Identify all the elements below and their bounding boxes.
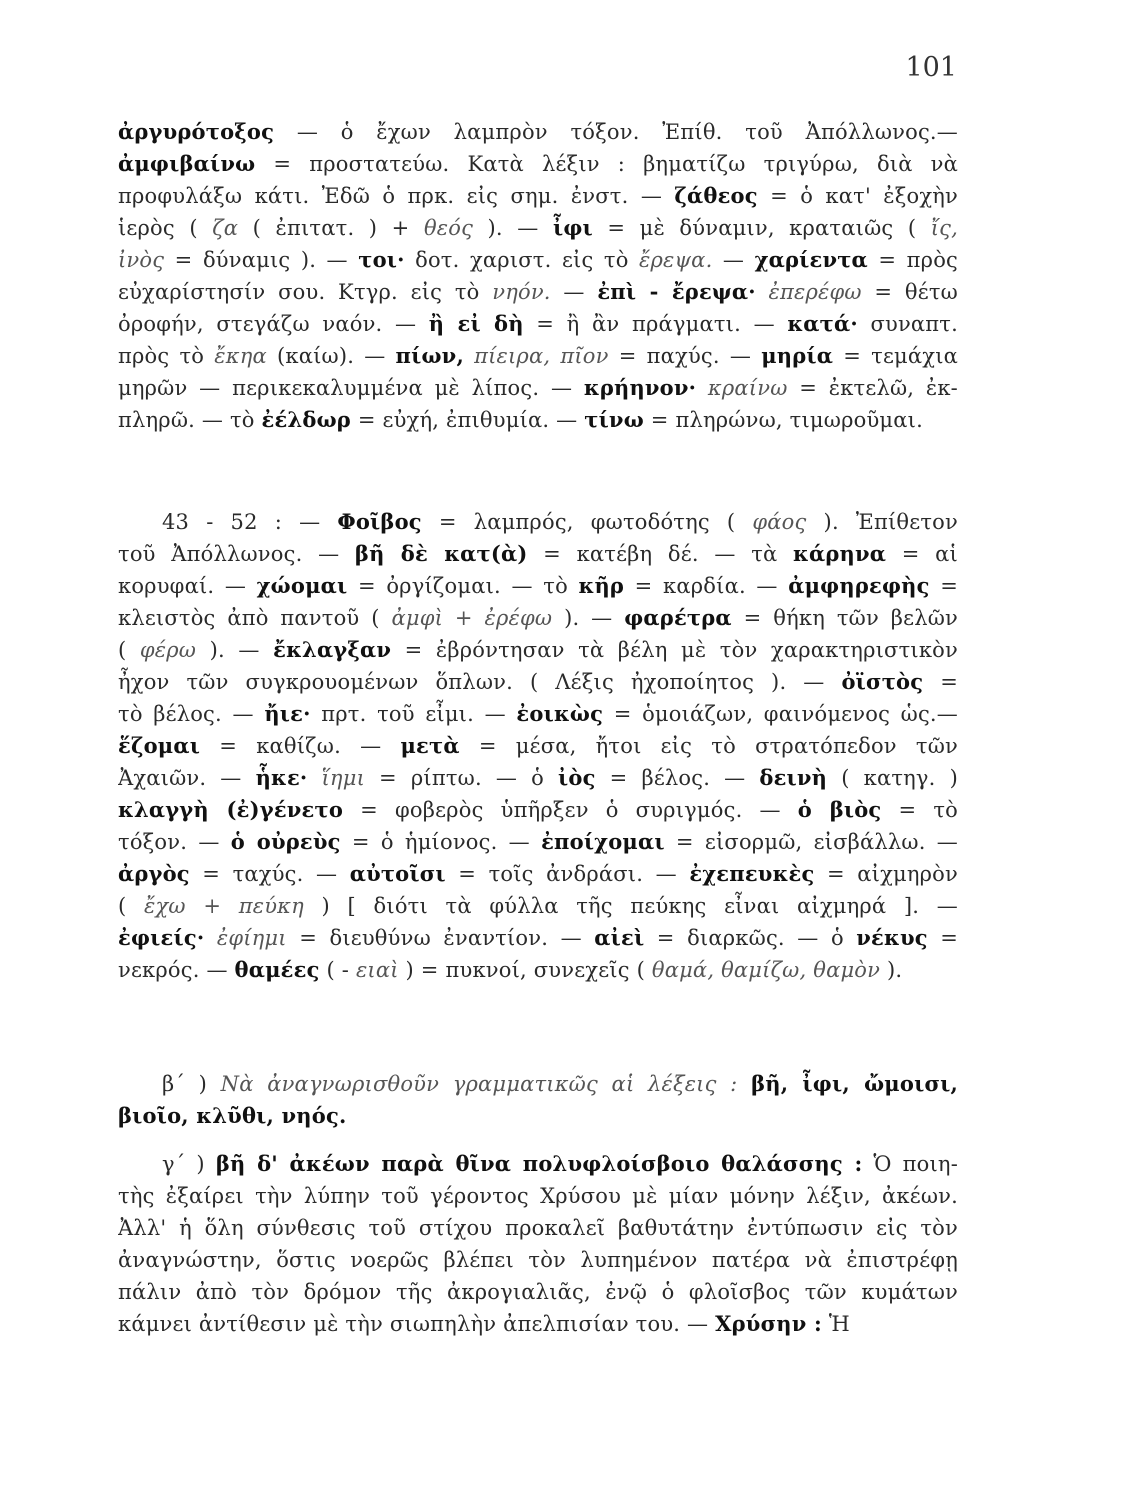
glossary-section-1 — [118, 116, 958, 436]
text-line: κλαγγὴ (ἐ)γένετο = φοβερὸς ὑπῆρξεν ὁ συριγμός. — ὁ βιὸς = τὸ — [118, 797, 958, 822]
text-line: πάλιν ἀπὸ τὸν δρόμον τῆς ἀκρογιαλιᾶς, ἐνῷ ὁ φλοῖσβος τῶν κυμάτων — [118, 1280, 958, 1304]
text-line: ἀργὸς = ταχύς. — αὐτοῖσι = τοῖς ἀνδράσι. — ἐχεπευκὲς = αἰχμηρὸν — [118, 861, 958, 886]
text-line: τόξον. — ὁ οὐρεὺς = ὁ ἡμίονος. — ἐποίχομαι = εἰσορμῶ, εἰσβάλλω. — — [118, 829, 958, 854]
text-line: ὀροφήν, στεγάζω ναόν. — ἢ εἰ δὴ = ἢ ἂν πράγματι. — κατά· συναπτ. — [118, 311, 958, 336]
text-line: νεκρός. — θαμέες ( - ειαὶ ) = πυκνοί, συνεχεῖς ( θαμά, θαμίζω, θαμὸν ). — [118, 957, 903, 982]
text-line: κάμνει ἀντίθεσιν μὲ τὴν σιωπηλὴν ἀπελπισίαν του. — Χρύσην : Ἡ — [118, 1311, 850, 1336]
text-line: ἀμφιβαίνω = προστατεύω. Κατὰ λέξιν : βηματίζω τριγύρω, διὰ νὰ — [118, 151, 958, 176]
text-line: γ΄ ) βῆ δ' ἀκέων παρὰ θῖνα πολυφλοίσβοιο θαλάσσης : Ὁ ποιη- — [162, 1151, 958, 1176]
text-line: κλειστὸς ἀπὸ παντοῦ ( ἀμφὶ + ἐρέφω ). — φαρέτρα = θήκη τῶν βελῶν — [118, 605, 958, 630]
text-line: κορυφαί. — χώομαι = ὀργίζομαι. — τὸ κῆρ = καρδία. — ἀμφηρεφὴς = — [118, 573, 958, 598]
text-line: πληρῶ. — τὸ ἐέλδωρ = εὐχή, ἐπιθυμία. — τίνω = πληρώνω, τιμωροῦμαι. — [118, 407, 923, 432]
text-line: Ἀλλ' ἡ ὅλη σύνθεσις τοῦ στίχου προκαλεῖ βαθυτάτην ἐντύπωσιν εἰς τὸν — [118, 1216, 958, 1240]
page-number: 101 — [905, 52, 957, 83]
text-line: β΄ ) Νὰ ἀναγνωρισθοῦν γραμματικῶς αἱ λέξεις : βῆ, ἶφι, ὤμοισι, — [162, 1071, 958, 1096]
text-line: βιοῖο, κλῦθι, νηός. — [118, 1103, 347, 1128]
text-line: μηρῶν — περικεκαλυμμένα μὲ λίπος. — κρήηνον· κραίνω = ἐκτελῶ, ἐκ- — [118, 375, 958, 400]
exercise-b-section — [118, 1068, 958, 1132]
text-line: ἀναγνώστην, ὅστις νοερῶς βλέπει τὸν λυπημένον πατέρα νὰ ἐπιστρέφῃ — [118, 1248, 958, 1272]
text-line: ἱερὸς ( ζα ( ἐπιτατ. ) + θεός ). — ἶφι = μὲ δύναμιν, κραταιῶς ( ἴς, — [118, 215, 958, 240]
text-line: τοῦ Ἀπόλλωνος. — βῆ δὲ κατ(ὰ) = κατέβη δέ. — τὰ κάρηνα = αἱ — [118, 541, 958, 566]
text-line: ἀργυρότοξος — ὁ ἔχων λαμπρὸν τόξον. Ἐπίθ. τοῦ Ἀπόλλωνος.— — [118, 119, 958, 144]
text-line: ἦχον τῶν συγκρουομένων ὅπλων. ( Λέξις ἠχοποίητος ). — ὀϊστὸς = — [118, 669, 958, 694]
text-line: εὐχαρίστησίν σου. Κτγρ. εἰς τὸ νηόν. — ἐπὶ - ἔρεψα· ἐπερέφω = θέτω — [118, 279, 958, 304]
text-line: τὸ βέλος. — ἤιε· πρτ. τοῦ εἶμι. — ἐοικὼς = ὁμοιάζων, φαινόμενος ὡς.— — [118, 701, 958, 726]
text-line: πρὸς τὸ ἔκηα (καίω). — πίων, πίειρα, πῖον = παχύς. — μηρία = τεμάχια — [118, 343, 958, 368]
text-line: ( ἔχω + πεύκη ) [ διότι τὰ φύλλα τῆς πεύκης εἶναι αἰχμηρά ]. — — [118, 894, 958, 918]
text-line: 43 - 52 : — Φοῖβος = λαμπρός, φωτοδότης ( φάος ). Ἐπίθετον — [162, 509, 958, 534]
text-line: ἕζομαι = καθίζω. — μετὰ = μέσα, ἤτοι εἰς τὸ στρατόπεδον τῶν — [118, 733, 958, 758]
text-line: Ἀχαιῶν. — ἧκε· ἵημι = ρίπτω. — ὁ ἰὸς = βέλος. — δεινὴ ( κατηγ. ) — [118, 765, 958, 790]
text-line: προφυλάξω κάτι. Ἐδῶ ὁ πρκ. εἰς σημ. ἐνστ. — ζάθεος = ὁ κατ' ἐξοχὴν — [118, 183, 958, 208]
text-line: ἐφιείς· ἐφίημι = διευθύνω ἐναντίον. — αἰεὶ = διαρκῶς. — ὁ νέκυς = — [118, 925, 958, 950]
text-line: ἰνὸς = δύναμις ). — τοι· δοτ. χαριστ. εἰς τὸ ἔρεψα. — χαρίεντα = πρὸς — [118, 247, 958, 272]
glossary-section-2 — [118, 506, 958, 986]
exercise-c-section — [118, 1148, 958, 1340]
text-line: ( φέρω ). — ἔκλαγξαν = ἐβρόντησαν τὰ βέλη μὲ τὸν χαρακτηριστικὸν — [118, 637, 958, 662]
text-line: τὴς ἐξαίρει τὴν λύπην τοῦ γέροντος Χρύσου μὲ μίαν μόνην λέξιν, ἀκέων. — [118, 1184, 958, 1208]
